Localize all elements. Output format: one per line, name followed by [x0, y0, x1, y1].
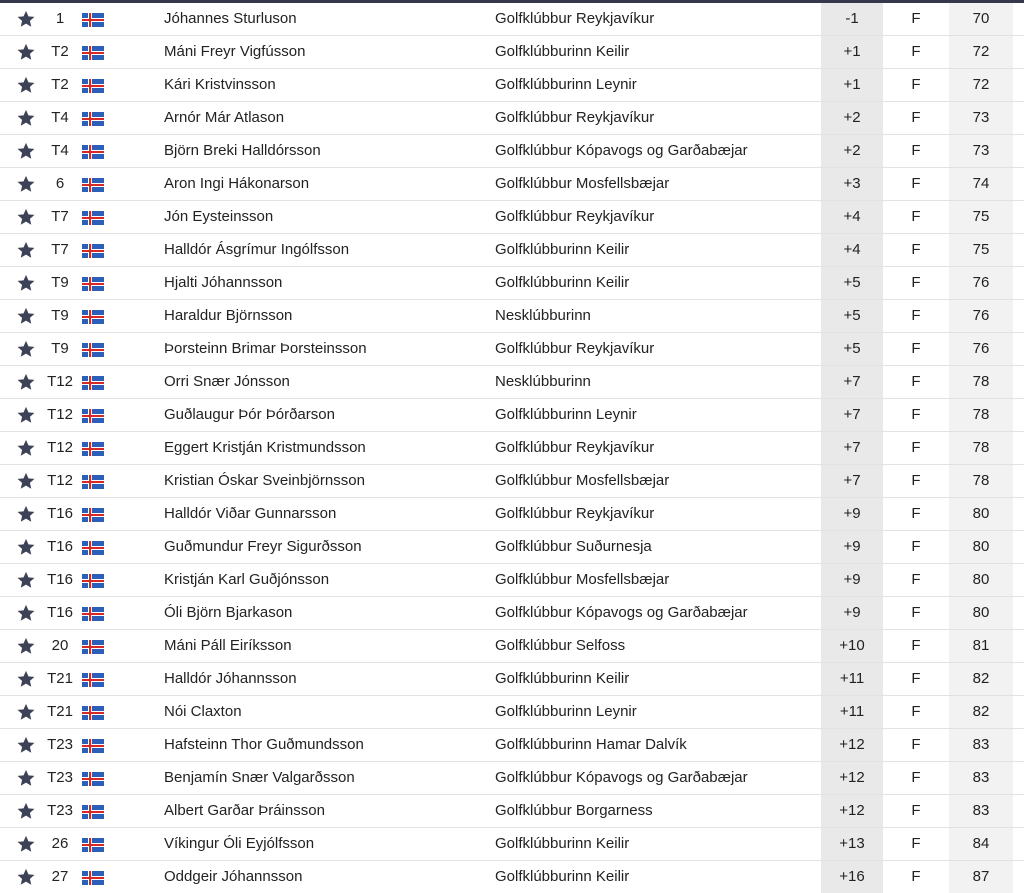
favorite-button[interactable]	[16, 399, 36, 431]
table-row[interactable]	[0, 333, 1024, 366]
position: T12	[47, 406, 73, 423]
position: T12	[47, 439, 73, 456]
table-row[interactable]	[0, 36, 1024, 69]
position: T16	[47, 604, 73, 621]
thru-status: F	[911, 274, 921, 291]
table-row[interactable]	[0, 828, 1024, 861]
favorite-button[interactable]	[16, 135, 36, 167]
player-name[interactable]: Óli Björn Bjarkason	[164, 604, 293, 621]
player-name[interactable]: Albert Garðar Þráinsson	[164, 802, 325, 819]
star-icon[interactable]	[16, 75, 36, 95]
row-end-spacer	[1013, 762, 1024, 794]
club-name: Golfklúbburinn Hamar Dalvík	[495, 736, 687, 753]
position: T12	[47, 472, 73, 489]
row-end-spacer	[1013, 828, 1024, 860]
score-to-par: +4	[821, 234, 883, 266]
star-icon[interactable]	[16, 537, 36, 557]
player-name[interactable]: Benjamín Snær Valgarðsson	[164, 769, 355, 786]
iceland-flag-icon	[82, 36, 104, 68]
thru-status: F	[911, 340, 921, 357]
table-row[interactable]	[0, 300, 1024, 333]
iceland-flag-icon	[82, 630, 104, 662]
star-icon[interactable]	[16, 801, 36, 821]
total-strokes: 80	[949, 531, 1013, 563]
position: T21	[47, 670, 73, 687]
player-name[interactable]: Oddgeir Jóhannsson	[164, 868, 303, 885]
player-name[interactable]: Halldór Jóhannsson	[164, 670, 297, 687]
thru-status: F	[911, 637, 921, 654]
iceland-flag-icon	[82, 300, 104, 332]
total-strokes: 72	[949, 36, 1013, 68]
table-row[interactable]	[0, 201, 1024, 234]
player-name[interactable]: Hafsteinn Thor Guðmundsson	[164, 736, 364, 753]
row-end-spacer	[1013, 432, 1024, 464]
row-end-spacer	[1013, 465, 1024, 497]
score-to-par: +2	[821, 135, 883, 167]
score-to-par: +10	[821, 630, 883, 662]
table-row[interactable]	[0, 69, 1024, 102]
row-end-spacer	[1013, 795, 1024, 827]
table-row[interactable]	[0, 465, 1024, 498]
score-to-par: +5	[821, 333, 883, 365]
star-icon[interactable]	[16, 207, 36, 227]
club-name: Golfklúbbur Reykjavíkur	[495, 10, 655, 27]
star-icon[interactable]	[16, 405, 36, 425]
thru-status: F	[911, 10, 921, 27]
thru-status: F	[911, 241, 921, 258]
thru-status: F	[911, 373, 921, 390]
favorite-button[interactable]	[16, 333, 36, 365]
total-strokes: 78	[949, 366, 1013, 398]
star-icon[interactable]	[16, 438, 36, 458]
row-end-spacer	[1013, 135, 1024, 167]
iceland-flag-icon	[82, 828, 104, 860]
position: T4	[51, 142, 69, 159]
thru-status: F	[911, 802, 921, 819]
star-icon[interactable]	[16, 108, 36, 128]
iceland-flag-icon	[82, 696, 104, 728]
table-row[interactable]	[0, 861, 1024, 893]
position: T16	[47, 538, 73, 555]
table-row[interactable]	[0, 564, 1024, 597]
player-name[interactable]: Hjalti Jóhannsson	[164, 274, 283, 291]
club-name: Golfklúbburinn Leynir	[495, 703, 637, 720]
score-to-par: +1	[821, 36, 883, 68]
iceland-flag-icon	[82, 399, 104, 431]
row-end-spacer	[1013, 333, 1024, 365]
favorite-button[interactable]	[16, 564, 36, 596]
iceland-flag-icon	[82, 498, 104, 530]
thru-status: F	[911, 736, 921, 753]
club-name: Golfklúbbur Mosfellsbæjar	[495, 175, 670, 192]
player-name[interactable]: Kristian Óskar Sveinbjörnsson	[164, 472, 365, 489]
iceland-flag-icon	[82, 432, 104, 464]
iceland-flag-icon	[82, 564, 104, 596]
total-strokes: 72	[949, 69, 1013, 101]
club-name: Golfklúbbur Mosfellsbæjar	[495, 571, 670, 588]
player-name[interactable]: Guðlaugur Þór Þórðarson	[164, 406, 335, 423]
star-icon[interactable]	[16, 702, 36, 722]
club-name: Golfklúbburinn Keilir	[495, 670, 630, 687]
player-name[interactable]: Kári Kristvinsson	[164, 76, 276, 93]
favorite-button[interactable]	[16, 663, 36, 695]
score-to-par: +3	[821, 168, 883, 200]
table-row[interactable]	[0, 366, 1024, 399]
thru-status: F	[911, 472, 921, 489]
club-name: Golfklúbbur Reykjavíkur	[495, 439, 655, 456]
total-strokes: 73	[949, 135, 1013, 167]
star-icon[interactable]	[16, 603, 36, 623]
star-icon[interactable]	[16, 570, 36, 590]
club-name: Golfklúbbur Reykjavíkur	[495, 208, 655, 225]
favorite-button[interactable]	[16, 102, 36, 134]
star-icon[interactable]	[16, 867, 36, 887]
table-row[interactable]	[0, 795, 1024, 828]
total-strokes: 78	[949, 399, 1013, 431]
position: T9	[51, 307, 69, 324]
row-end-spacer	[1013, 861, 1024, 893]
position: T7	[51, 208, 69, 225]
player-name[interactable]: Halldór Ásgrímur Ingólfsson	[164, 241, 350, 258]
thru-status: F	[911, 76, 921, 93]
table-row[interactable]	[0, 234, 1024, 267]
favorite-button[interactable]	[16, 366, 36, 398]
total-strokes: 84	[949, 828, 1013, 860]
total-strokes: 80	[949, 564, 1013, 596]
position: 20	[51, 637, 69, 654]
row-end-spacer	[1013, 630, 1024, 662]
total-strokes: 81	[949, 630, 1013, 662]
position: T16	[47, 571, 73, 588]
thru-status: F	[911, 868, 921, 885]
thru-status: F	[911, 208, 921, 225]
position: T2	[51, 76, 69, 93]
club-name: Golfklúbbur Borgarness	[495, 802, 653, 819]
total-strokes: 83	[949, 729, 1013, 761]
score-to-par: +12	[821, 729, 883, 761]
score-to-par: +12	[821, 762, 883, 794]
favorite-button[interactable]	[16, 696, 36, 728]
table-row[interactable]	[0, 531, 1024, 564]
table-row[interactable]	[0, 498, 1024, 531]
total-strokes: 76	[949, 300, 1013, 332]
row-end-spacer	[1013, 399, 1024, 431]
iceland-flag-icon	[82, 762, 104, 794]
row-end-spacer	[1013, 36, 1024, 68]
player-name[interactable]: Orri Snær Jónsson	[164, 373, 290, 390]
club-name: Golfklúbbur Mosfellsbæjar	[495, 472, 670, 489]
star-icon[interactable]	[16, 273, 36, 293]
iceland-flag-icon	[82, 135, 104, 167]
position: T7	[51, 241, 69, 258]
star-icon[interactable]	[16, 240, 36, 260]
table-row[interactable]	[0, 399, 1024, 432]
player-name[interactable]: Haraldur Björnsson	[164, 307, 293, 324]
iceland-flag-icon	[82, 234, 104, 266]
total-strokes: 78	[949, 465, 1013, 497]
thru-status: F	[911, 43, 921, 60]
favorite-button[interactable]	[16, 630, 36, 662]
club-name: Golfklúbburinn Keilir	[495, 43, 630, 60]
iceland-flag-icon	[82, 861, 104, 893]
thru-status: F	[911, 604, 921, 621]
total-strokes: 82	[949, 663, 1013, 695]
star-icon[interactable]	[16, 174, 36, 194]
total-strokes: 75	[949, 234, 1013, 266]
position: T23	[47, 736, 73, 753]
table-row[interactable]	[0, 630, 1024, 663]
favorite-button[interactable]	[16, 234, 36, 266]
star-icon[interactable]	[16, 339, 36, 359]
position: T23	[47, 802, 73, 819]
player-name[interactable]: Jón Eysteinsson	[164, 208, 274, 225]
thru-status: F	[911, 175, 921, 192]
star-icon[interactable]	[16, 471, 36, 491]
score-to-par: +4	[821, 201, 883, 233]
table-row[interactable]	[0, 432, 1024, 465]
thru-status: F	[911, 835, 921, 852]
player-name[interactable]: Guðmundur Freyr Sigurðsson	[164, 538, 362, 555]
iceland-flag-icon	[82, 267, 104, 299]
player-name[interactable]: Víkingur Óli Eyjólfsson	[164, 835, 315, 852]
score-to-par: -1	[821, 3, 883, 35]
player-name[interactable]: Eggert Kristján Kristmundsson	[164, 439, 366, 456]
club-name: Golfklúbbur Suðurnesja	[495, 538, 652, 555]
favorite-button[interactable]	[16, 267, 36, 299]
favorite-button[interactable]	[16, 168, 36, 200]
table-row[interactable]	[0, 3, 1024, 36]
player-name[interactable]: Þorsteinn Brimar Þorsteinsson	[164, 340, 367, 357]
table-row[interactable]	[0, 696, 1024, 729]
favorite-button[interactable]	[16, 498, 36, 530]
total-strokes: 76	[949, 333, 1013, 365]
favorite-button[interactable]	[16, 762, 36, 794]
favorite-button[interactable]	[16, 861, 36, 893]
club-name: Golfklúbburinn Keilir	[495, 241, 630, 258]
table-row[interactable]	[0, 267, 1024, 300]
iceland-flag-icon	[82, 531, 104, 563]
star-icon[interactable]	[16, 372, 36, 392]
favorite-button[interactable]	[16, 3, 36, 35]
iceland-flag-icon	[82, 465, 104, 497]
table-row[interactable]	[0, 135, 1024, 168]
thru-status: F	[911, 109, 921, 126]
score-to-par: +5	[821, 300, 883, 332]
iceland-flag-icon	[82, 102, 104, 134]
position: T21	[47, 703, 73, 720]
row-end-spacer	[1013, 729, 1024, 761]
thru-status: F	[911, 571, 921, 588]
player-name[interactable]: Arnór Már Atlason	[164, 109, 285, 126]
score-to-par: +9	[821, 498, 883, 530]
position: T16	[47, 505, 73, 522]
iceland-flag-icon	[82, 168, 104, 200]
favorite-button[interactable]	[16, 432, 36, 464]
position: 6	[55, 175, 65, 192]
position: T12	[47, 373, 73, 390]
iceland-flag-icon	[82, 663, 104, 695]
player-name[interactable]: Jóhannes Sturluson	[164, 10, 297, 27]
favorite-button[interactable]	[16, 36, 36, 68]
favorite-button[interactable]	[16, 795, 36, 827]
row-end-spacer	[1013, 69, 1024, 101]
row-end-spacer	[1013, 300, 1024, 332]
position: T23	[47, 769, 73, 786]
star-icon[interactable]	[16, 768, 36, 788]
total-strokes: 74	[949, 168, 1013, 200]
score-to-par: +2	[821, 102, 883, 134]
club-name: Golfklúbburinn Keilir	[495, 274, 630, 291]
score-to-par: +7	[821, 399, 883, 431]
score-to-par: +11	[821, 663, 883, 695]
thru-status: F	[911, 505, 921, 522]
club-name: Nesklúbburinn	[495, 373, 591, 390]
player-name[interactable]: Máni Páll Eiríksson	[164, 637, 292, 654]
table-row[interactable]	[0, 168, 1024, 201]
club-name: Golfklúbbur Selfoss	[495, 637, 626, 654]
thru-status: F	[911, 703, 921, 720]
club-name: Golfklúbburinn Leynir	[495, 406, 637, 423]
score-to-par: +13	[821, 828, 883, 860]
favorite-button[interactable]	[16, 300, 36, 332]
total-strokes: 80	[949, 498, 1013, 530]
total-strokes: 87	[949, 861, 1013, 893]
club-name: Golfklúbburinn Keilir	[495, 835, 630, 852]
score-to-par: +16	[821, 861, 883, 893]
table-row[interactable]	[0, 663, 1024, 696]
leaderboard-table	[0, 3, 1024, 893]
table-row[interactable]	[0, 762, 1024, 795]
thru-status: F	[911, 307, 921, 324]
star-icon[interactable]	[16, 735, 36, 755]
iceland-flag-icon	[82, 3, 104, 35]
total-strokes: 76	[949, 267, 1013, 299]
iceland-flag-icon	[82, 597, 104, 629]
row-end-spacer	[1013, 663, 1024, 695]
player-name[interactable]: Björn Breki Halldórsson	[164, 142, 321, 159]
total-strokes: 82	[949, 696, 1013, 728]
score-to-par: +11	[821, 696, 883, 728]
score-to-par: +7	[821, 366, 883, 398]
row-end-spacer	[1013, 564, 1024, 596]
row-end-spacer	[1013, 168, 1024, 200]
position: 1	[55, 10, 65, 27]
row-end-spacer	[1013, 234, 1024, 266]
row-end-spacer	[1013, 498, 1024, 530]
favorite-button[interactable]	[16, 465, 36, 497]
total-strokes: 78	[949, 432, 1013, 464]
favorite-button[interactable]	[16, 828, 36, 860]
total-strokes: 80	[949, 597, 1013, 629]
star-icon[interactable]	[16, 636, 36, 656]
club-name: Golfklúbbur Kópavogs og Garðabæjar	[495, 604, 748, 621]
star-icon[interactable]	[16, 669, 36, 689]
thru-status: F	[911, 670, 921, 687]
iceland-flag-icon	[82, 366, 104, 398]
total-strokes: 73	[949, 102, 1013, 134]
score-to-par: +1	[821, 69, 883, 101]
position: 26	[51, 835, 69, 852]
favorite-button[interactable]	[16, 729, 36, 761]
iceland-flag-icon	[82, 729, 104, 761]
star-icon[interactable]	[16, 306, 36, 326]
table-row[interactable]	[0, 597, 1024, 630]
favorite-button[interactable]	[16, 69, 36, 101]
iceland-flag-icon	[82, 69, 104, 101]
club-name: Nesklúbburinn	[495, 307, 591, 324]
star-icon[interactable]	[16, 834, 36, 854]
player-name[interactable]: Máni Freyr Vigfússon	[164, 43, 306, 60]
score-to-par: +9	[821, 564, 883, 596]
favorite-button[interactable]	[16, 201, 36, 233]
club-name: Golfklúbburinn Keilir	[495, 868, 630, 885]
row-end-spacer	[1013, 201, 1024, 233]
score-to-par: +9	[821, 597, 883, 629]
row-end-spacer	[1013, 366, 1024, 398]
player-name[interactable]: Kristján Karl Guðjónsson	[164, 571, 330, 588]
score-to-par: +5	[821, 267, 883, 299]
row-end-spacer	[1013, 267, 1024, 299]
total-strokes: 75	[949, 201, 1013, 233]
club-name: Golfklúbbur Reykjavíkur	[495, 109, 655, 126]
score-to-par: +12	[821, 795, 883, 827]
star-icon[interactable]	[16, 504, 36, 524]
thru-status: F	[911, 769, 921, 786]
total-strokes: 83	[949, 795, 1013, 827]
score-to-par: +7	[821, 465, 883, 497]
club-name: Golfklúbbur Kópavogs og Garðabæjar	[495, 769, 748, 786]
iceland-flag-icon	[82, 795, 104, 827]
player-name[interactable]: Aron Ingi Hákonarson	[164, 175, 310, 192]
club-name: Golfklúbbur Reykjavíkur	[495, 340, 655, 357]
star-icon[interactable]	[16, 9, 36, 29]
position: T9	[51, 274, 69, 291]
table-row[interactable]	[0, 729, 1024, 762]
row-end-spacer	[1013, 102, 1024, 134]
score-to-par: +9	[821, 531, 883, 563]
star-icon[interactable]	[16, 42, 36, 62]
thru-status: F	[911, 142, 921, 159]
row-end-spacer	[1013, 696, 1024, 728]
player-name[interactable]: Nói Claxton	[164, 703, 242, 720]
favorite-button[interactable]	[16, 531, 36, 563]
position: T4	[51, 109, 69, 126]
favorite-button[interactable]	[16, 597, 36, 629]
club-name: Golfklúbbur Reykjavíkur	[495, 505, 655, 522]
table-row[interactable]	[0, 102, 1024, 135]
total-strokes: 83	[949, 762, 1013, 794]
thru-status: F	[911, 439, 921, 456]
row-end-spacer	[1013, 3, 1024, 35]
total-strokes: 70	[949, 3, 1013, 35]
club-name: Golfklúbbur Kópavogs og Garðabæjar	[495, 142, 748, 159]
iceland-flag-icon	[82, 333, 104, 365]
row-end-spacer	[1013, 531, 1024, 563]
row-end-spacer	[1013, 597, 1024, 629]
club-name: Golfklúbburinn Leynir	[495, 76, 637, 93]
thru-status: F	[911, 538, 921, 555]
iceland-flag-icon	[82, 201, 104, 233]
position: T9	[51, 340, 69, 357]
position: 27	[51, 868, 69, 885]
score-to-par: +7	[821, 432, 883, 464]
star-icon[interactable]	[16, 141, 36, 161]
thru-status: F	[911, 406, 921, 423]
position: T2	[51, 43, 69, 60]
player-name[interactable]: Halldór Viðar Gunnarsson	[164, 505, 337, 522]
